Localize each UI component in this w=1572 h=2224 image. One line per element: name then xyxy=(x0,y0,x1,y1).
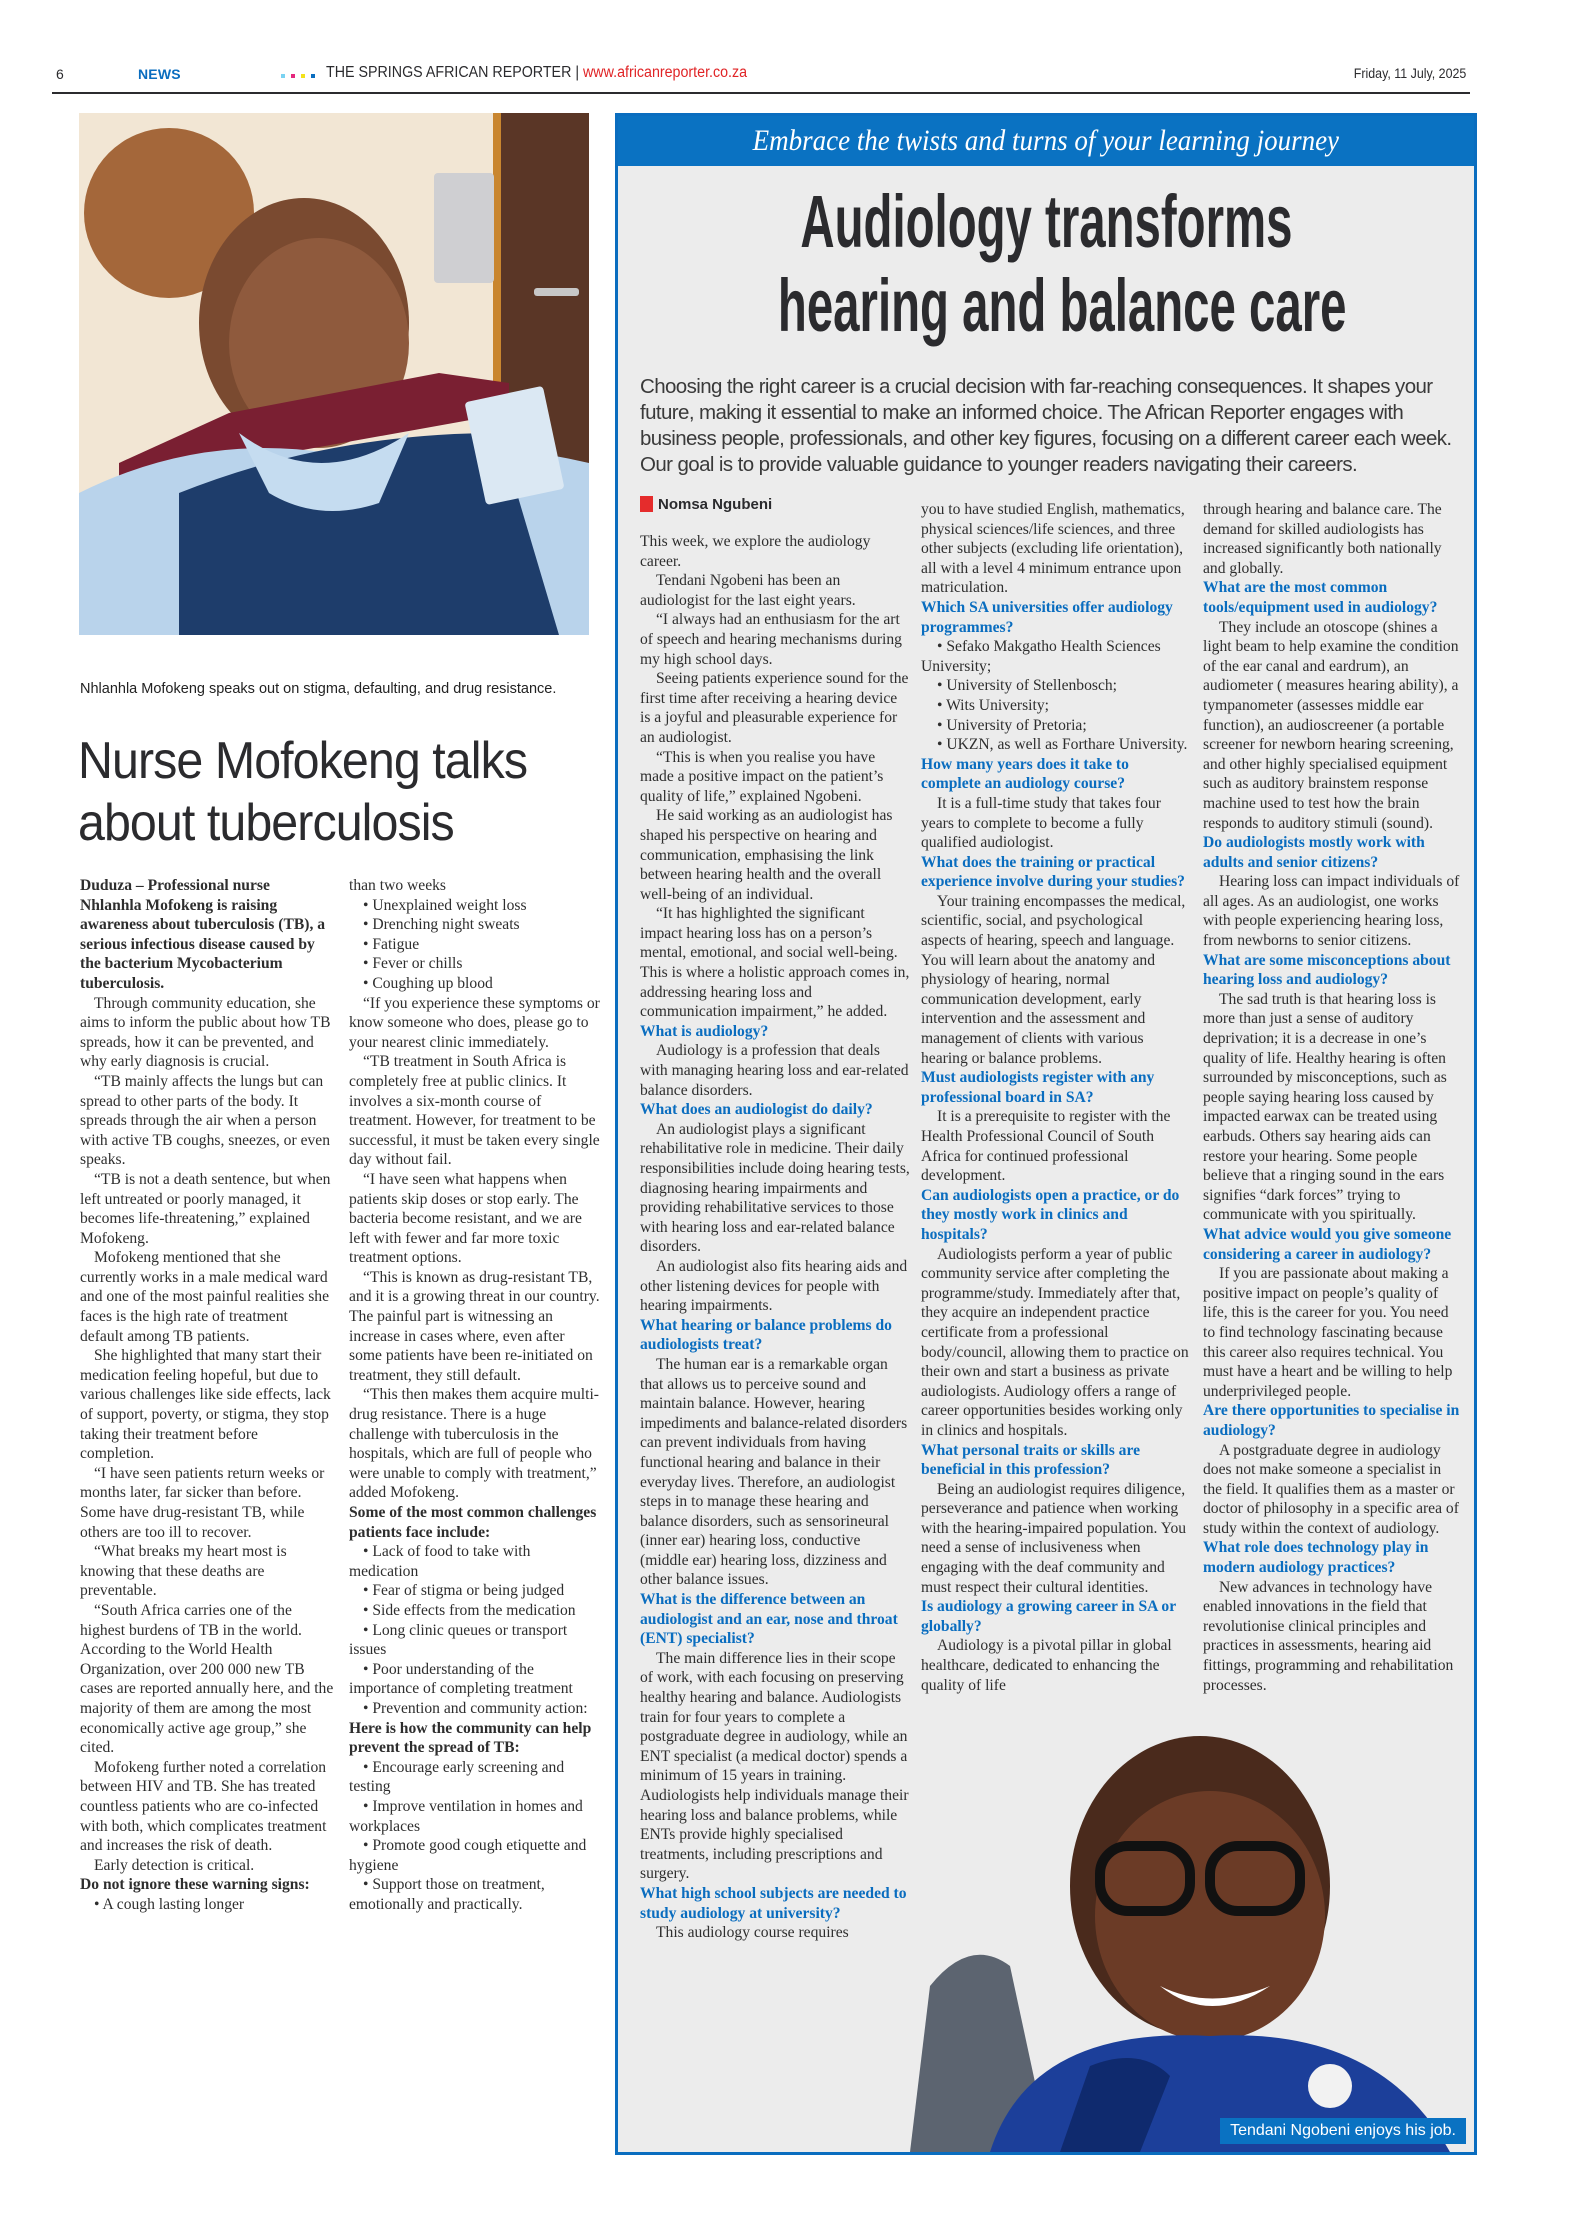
publication-title xyxy=(326,64,970,82)
paragraph: Mofokeng further noted a correlation between HIV and TB. She has treated countless patients who are co-infected with both, which complicates treatment and increases the risk of death. xyxy=(80,1758,327,1855)
paragraph: He said working as an audiologist has shaped his perspective on hearing and communication, emphasising the link between hearing health and the overall well-being of an individual. xyxy=(640,807,893,903)
paragraph: Being an audiologist requires diligence, perseverance and patience when working with the hearing-impaired population. You need a sense of inclusiveness when engaging with the deaf community and must respect their cultural identities. xyxy=(921,1480,1187,1596)
paragraph: It is a full-time study that takes four years to complete to become a fully qualified audiologist. xyxy=(921,794,1161,852)
paragraph: Mofokeng mentioned that she currently works in a male medical ward and one of the most painful realities she faces is the high rate of treatment default among TB patients. xyxy=(80,1249,329,1345)
list-item: • Fatigue xyxy=(363,935,420,953)
list-item: • Drenching night sweats xyxy=(363,916,520,934)
subheading: What is audiology? xyxy=(640,1022,769,1040)
paragraph: • University of Stellenbosch; xyxy=(937,677,1117,695)
career-series-banner xyxy=(618,116,1474,166)
nurse-photo xyxy=(79,113,589,635)
paragraph: An audiologist also fits hearing aids and other listening devices for people with hearing impairments. xyxy=(640,1257,908,1315)
list-item: • Long clinic queues or transport issues xyxy=(349,1621,568,1659)
list-item: • Encourage early screening and testing xyxy=(349,1758,565,1796)
tb-article-column-1 xyxy=(80,876,335,1914)
list-item: • A cough lasting longer xyxy=(94,1895,245,1913)
paragraph: “TB is not a death sentence, but when left untreated or poorly managed, it becomes life-threatening,” explained Mofokeng. xyxy=(80,1170,331,1247)
banner-text: Embrace the twists and turns of your learning journey xyxy=(752,124,1340,157)
list-item: • Unexplained weight loss xyxy=(363,896,527,914)
subheading: Must audiologists register with any professional board in SA? xyxy=(921,1069,1155,1106)
bold-paragraph: Do not ignore these warning signs: xyxy=(80,1876,310,1894)
paragraph: “South Africa carries one of the highest burdens of TB in the world. According to the World Health Organization, over 200 000 new TB cases are reported annually here, and the majority of them are among the most economically active age group,” she cited. xyxy=(80,1601,334,1757)
career-column-1 xyxy=(640,532,910,1943)
paragraph: Early detection is critical. xyxy=(94,1856,255,1874)
tb-article-column-2 xyxy=(349,876,601,1914)
paragraph: “TB treatment in South Africa is completely free at public clinics. It involves a six-month course of treatment. However, for treatment to be successful, it must be taken every single day without fail. xyxy=(349,1053,600,1169)
paragraph: “I have seen patients return weeks or months later, far sicker than before. Some have drug-resistant TB, while others are too ill to recover. xyxy=(80,1464,325,1541)
subheading: Is audiology a growing career in SA or globally? xyxy=(921,1598,1176,1635)
dot-cyan xyxy=(281,74,285,78)
headline-line-1: Audiology transforms xyxy=(799,180,1293,263)
paragraph: “If you experience these symptoms or know someone who does, please go to your nearest clinic immediately. xyxy=(349,994,600,1051)
subheading: How many years does it take to complete an audiology course? xyxy=(921,755,1129,793)
paragraph: The human ear is a remarkable organ that allows us to perceive sound and maintain balance. However, hearing impediments and balance-related disorders can prevent individuals from having functional hearing and balance in their everyday lives. Therefore, an audiologist steps in to manage these hearing and balance disorders, such as sensorineural (inner ear) hearing loss, conductive (middle ear) hearing loss, dizziness and other balance issues. xyxy=(640,1355,908,1589)
paragraph: Audiology is a pivotal pillar in global healthcare, dedicated to enhancing the quality of life xyxy=(921,1637,1172,1694)
headline-line-2: hearing and balance care xyxy=(777,264,1347,347)
career-article-headline xyxy=(618,180,1474,348)
paragraph: Seeing patients experience sound for the first time after receiving a hearing device is a joyful and pleasurable experience for an audiologist. xyxy=(640,670,909,746)
bold-paragraph: Duduza – Professional nurse Nhlanhla Mofokeng is raising awareness about tuberculosis (TB), a serious infectious disease caused by the bacterium Mycobacterium tuberculosis. xyxy=(80,877,326,992)
list-item: • Improve ventilation in homes and workplaces xyxy=(349,1797,583,1835)
list-item: • Coughing up blood xyxy=(363,974,493,992)
paragraph: New advances in technology have enabled innovations in the field that revolutionise clinical principles and practices in assessments, hearing aid fittings, programming and rehabilitation processes. xyxy=(1203,1578,1454,1694)
career-feature-box xyxy=(615,113,1477,2155)
audiologist-portrait-image xyxy=(910,1736,1474,2152)
color-registration-dots xyxy=(281,74,315,78)
list-item: • Fear of stigma or being judged xyxy=(363,1582,565,1600)
bold-paragraph: Some of the most common challenges patients face include: xyxy=(349,1504,597,1541)
paragraph: Tendani Ngobeni has been an audiologist for the last eight years. xyxy=(640,572,856,609)
subheading: What personal traits or skills are beneficial in this profession? xyxy=(921,1441,1141,1479)
paragraph: They include an otoscope (shines a light beam to help examine the condition of the ear canal and eardrum), an audiometer ( measures hearing ability), a tympanometer (assesses middle ear function), an audioscreener (a portable screener for newborn hearing screening, and other highly specialised equipment such as auditory brainstem response machine used to test how the brain responds to auditory stimuli (sound). xyxy=(1203,618,1459,832)
separator: | xyxy=(575,64,580,81)
audiologist-photo xyxy=(910,1736,1474,2152)
masthead xyxy=(52,64,1470,94)
dot-blue xyxy=(311,74,315,78)
paragraph: “What breaks my heart most is knowing that these deaths are preventable. xyxy=(80,1543,287,1600)
subheading: What hearing or balance problems do audiologists treat? xyxy=(640,1316,892,1354)
list-item: • Poor understanding of the importance of completing treatment xyxy=(349,1660,573,1698)
byline-marker-icon xyxy=(640,496,653,512)
tb-article-headline: Nurse Mofokeng talks about tuberculosis xyxy=(78,732,528,852)
career-intro-paragraph: Choosing the right career is a crucial decision with far-reaching consequences. It shapes your future, making it essential to make an informed choice. The African Reporter engages with business people, professionals, and other key figures, focusing on a different career each week. Our goal is to provide valuable guidance to younger readers navigating their careers. xyxy=(640,375,1452,476)
audiologist-photo-caption: Tendani Ngobeni enjoys his job. xyxy=(1220,2118,1466,2144)
paragraph: “I always had an enthusiasm for the art of speech and hearing mechanisms during my high school days. xyxy=(640,611,902,668)
bold-paragraph: This week, we explore the audiology career. xyxy=(640,533,871,570)
bold-paragraph: Here is how the community can help prevent the spread of TB: xyxy=(349,1719,592,1757)
paragraph: Through community education, she aims to inform the public about how TB spreads, how it can be prevented, and why early diagnosis is crucial. xyxy=(80,994,331,1071)
paragraph: • UKZN, as well as Forthare University. xyxy=(937,736,1188,754)
subheading: What are some misconceptions about hearing loss and audiology? xyxy=(1203,951,1451,989)
dot-yellow xyxy=(301,74,305,78)
paragraph: “This is when you realise you have made a positive impact on the patient’s quality of life,” explained Ngobeni. xyxy=(640,748,884,805)
publication-name: THE SPRINGS AFRICAN REPORTER xyxy=(326,64,572,81)
issue-date: Friday, 11 July, 2025 xyxy=(1353,66,1466,81)
paragraph: “This then makes them acquire multi-drug resistance. There is a huge challenge with tuberculosis in the hospitals, which are full of people who were unable to comply with treatment,” added Mofokeng. xyxy=(349,1386,600,1502)
dot-magenta xyxy=(291,74,295,78)
paragraph: • Wits University; xyxy=(937,696,1049,714)
paragraph: A postgraduate degree in audiology does not make someone a specialist in the field. It qualifies them as a master or doctor of philosophy in a specific area of study within the context of audiology. xyxy=(1203,1441,1459,1537)
paragraph: An audiologist plays a significant rehabilitative role in medicine. Their daily responsibilities include doing hearing tests, diagnosing hearing impairments and providing rehabilitative services to those with hearing loss and ear-related balance disorders. xyxy=(640,1120,910,1256)
subheading: Do audiologists mostly work with adults and senior citizens? xyxy=(1203,834,1425,871)
section-label[interactable]: NEWS xyxy=(138,66,181,82)
paragraph: you to have studied English, mathematics, physical sciences/life sciences, and three other subjects (excluding life orientation), all with a level 4 minimum entrance upon matriculation. xyxy=(921,501,1185,597)
paragraph: “I have seen what happens when patients skip doses or stop early. The bacteria become resistant, and we are left with fewer and far more toxic treatment options. xyxy=(349,1170,582,1267)
paragraph: The sad truth is that hearing loss is more than just a sense of auditory deprivation; it is a decrease in one’s quality of life. Healthy hearing is often surrounded by misconceptions, such as people saying hearing loss caused by impacted earwax can be treated using earbuds. Others say hearing aids can restore your hearing. Some people believe that a ringing sound in the ears signifies “dark forces” trying to communicate with you spiritually. xyxy=(1203,990,1447,1224)
list-item: • Promote good cough etiquette and hygiene xyxy=(349,1837,587,1874)
subheading: What high school subjects are needed to study audiology at university? xyxy=(640,1884,907,1922)
paragraph: “It has highlighted the significant impact hearing loss has on a person’s mental, emotional, and social well-being. This is where a holistic approach comes in, addressing hearing loss and communication impairment,” he added. xyxy=(640,905,910,1021)
paragraph: Hearing loss can impact individuals of all ages. As an audiologist, one works with people experiencing hearing loss, from newborns to senior citizens. xyxy=(1203,873,1460,950)
paragraph: Your training encompasses the medical, scientific, social, and psychological aspects of hearing, speech and language. You will learn about the anatomy and physiology of hearing, normal communication development, early intervention and the assessment and management of clients with various hearing or balance problems. xyxy=(921,892,1186,1067)
paragraph: “This is known as drug-resistant TB, and it is a growing threat in our country. The painful part is witnessing an increase in cases where, even after some patients have been re-initiated on treatment, they still default. xyxy=(349,1268,600,1384)
list-item: • Lack of food to take with medication xyxy=(349,1543,531,1580)
career-column-2 xyxy=(921,500,1191,1695)
paragraph: • Sefako Makgatho Health Sciences University; xyxy=(921,638,1161,675)
byline-author: Nomsa Ngubeni xyxy=(658,496,773,513)
list-item: • Fever or chills xyxy=(363,955,463,973)
paragraph: If you are passionate about making a positive impact on people’s quality of life, this is the career for you. You need to find technology fascinating because this career also requires technical. You must have a heart and be willing to help underprivileged people. xyxy=(1203,1265,1453,1400)
subheading: What role does technology play in modern audiology practices? xyxy=(1203,1539,1429,1577)
subheading: What does an audiologist do daily? xyxy=(640,1101,873,1119)
paragraph: • University of Pretoria; xyxy=(937,716,1087,734)
subheading: Are there opportunities to specialise in audiology? xyxy=(1203,1402,1460,1439)
paragraph: It is a prerequisite to register with the Health Professional Council of South Africa for continued professional development. xyxy=(921,1108,1171,1185)
career-column-3 xyxy=(1203,500,1463,1695)
paragraph: This audiology course requires xyxy=(656,1924,849,1942)
paragraph: Audiology is a profession that deals with managing hearing loss and ear-related balance disorders. xyxy=(640,1042,909,1099)
list-item: • Side effects from the medication xyxy=(363,1601,576,1619)
page-number: 6 xyxy=(56,66,64,82)
paragraph: “TB mainly affects the lungs but can spread to other parts of the body. It spreads through the air when a person with active TB coughs, sneezes, or even speaks. xyxy=(80,1072,331,1169)
subheading: What is the difference between an audiologist and an ear, nose and throat (ENT) specialist? xyxy=(640,1591,898,1648)
subheading: What does the training or practical experience involve during your studies? xyxy=(921,853,1185,891)
paragraph: The main difference lies in their scope of work, with each focusing on preserving healthy hearing and balance. Audiologists train for four years to complete a postgraduate degree in audiology, while an ENT specialist (a medical doctor) spends a minimum of 15 years in training. Audiologists help individuals manage their hearing loss and balance problems, while ENTs provide highly specialised treatments, including prescriptions and surgery. xyxy=(640,1649,909,1883)
list-item: • Support those on treatment, emotionally and practically. xyxy=(349,1876,545,1913)
list-item: • Prevention and community action: xyxy=(363,1699,588,1717)
subheading: What are the most common tools/equipment used in audiology? xyxy=(1203,579,1438,616)
website-link[interactable]: www.africanreporter.co.za xyxy=(583,64,748,81)
byline xyxy=(640,496,772,513)
nurse-photo-caption: Nhlanhla Mofokeng speaks out on stigma, defaulting, and drug resistance. xyxy=(80,681,557,697)
paragraph: through hearing and balance care. The demand for skilled audiologists has increased significantly both nationally and globally. xyxy=(1203,501,1442,577)
paragraph: than two weeks xyxy=(349,877,447,894)
subheading: What advice would you give someone considering a career in audiology? xyxy=(1203,1225,1452,1263)
paragraph: She highlighted that many start their medication feeling hopeful, but due to various challenges like side effects, lack of support, poverty, or stigma, they stop taking their treatment before completion. xyxy=(80,1347,331,1463)
nurse-portrait-image xyxy=(79,113,589,635)
paragraph: Audiologists perform a year of public community service after completing the programme/study. Immediately after that, they acquire an independent practice certificate from a professional body/council, allowing them to practice on their own and start a business as private audiologists. Audiology offers a range of career opportunities besides working only in clinics and hospitals. xyxy=(921,1245,1189,1439)
subheading: Which SA universities offer audiology programmes? xyxy=(921,598,1173,636)
subheading: Can audiologists open a practice, or do they mostly work in clinics and hospitals? xyxy=(921,1186,1180,1243)
